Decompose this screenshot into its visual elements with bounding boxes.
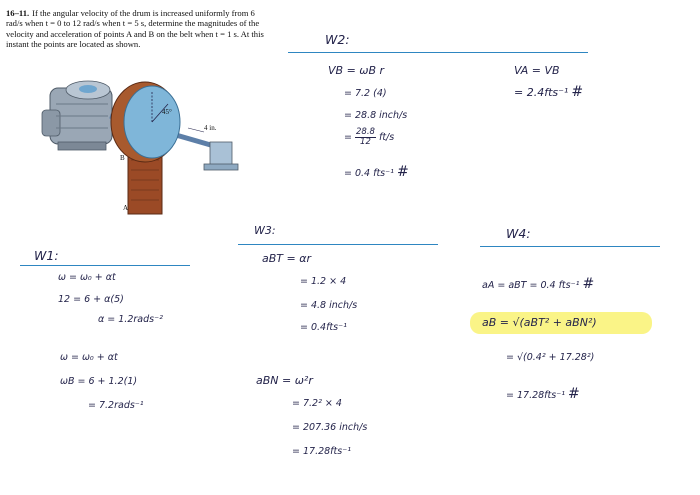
motor-housing [42,81,112,150]
w2-vb-line-3: = 28.8 inch/s [344,110,408,121]
w3-abn-line-4: = 17.28fts⁻¹ [292,446,352,457]
radius-label: 4 in. [204,124,217,132]
w1-line-1: ω = ω₀ + αt [58,272,116,283]
w3-abt-line-4: = 0.4fts⁻¹ [300,322,347,333]
w1-line-4: ω = ω₀ + αt [60,352,118,363]
w4-rule [480,246,660,247]
problem-number: 16–11. [6,8,30,18]
w3-abn-line-1: aBN = ω²r [256,374,313,387]
w2-vb-line-1: VB = ωB r [328,64,385,77]
point-b-label: B [120,154,125,162]
w3-heading: W3: [254,224,276,237]
w1-rule [20,265,190,266]
w1-line-5: ωB = 6 + 1.2(1) [60,376,138,387]
w2-vb-line-4: = $\frac{28.8}{12}$ ft/s [344,127,395,147]
drum [111,82,180,162]
angle-label: 45° [162,108,172,116]
w4-line-1: aA = aBT = 0.4 fts⁻¹ # [482,276,595,292]
problem-text: If the angular velocity of the drum is increased uniformly from 6 rad/s when t = 0 to 12 rad/s when t = 5 s, determine the magnitudes of the velocity and acceleration of points A and B on the belt when t = 1 s. At this instant the points are located as shown. [6,8,264,50]
w4-line-3: = √(0.4² + 17.28²) [506,352,595,363]
w4-heading: W4: [506,226,531,241]
w4-line-2: aB = √(aBT² + aBN²) [482,316,597,329]
w1-line-6: = 7.2rads⁻¹ [88,400,144,411]
w3-abn-line-2: = 7.2² × 4 [292,398,342,409]
w3-abt-line-1: aBT = αr [262,252,311,265]
point-a-label: A [123,204,129,212]
w2-vb-line-5: = 0.4 fts⁻¹ # [344,164,409,180]
w4-line-4: = 17.28fts⁻¹ # [506,386,580,402]
drum-motor-figure [28,70,258,220]
w2-vb-line-2: = 7.2 (4) [344,88,387,99]
w2-heading: W2: [325,32,350,47]
w1-line-2: 12 = 6 + α(5) [58,294,124,305]
w3-abt-line-3: = 4.8 inch/s [300,300,358,311]
w1-line-3: α = 1.2rads⁻² [98,314,163,325]
w3-abt-line-2: = 1.2 × 4 [300,276,347,287]
w3-rule [238,244,438,245]
w3-abn-line-3: = 207.36 inch/s [292,422,368,433]
w2-va-line-1: VA = VB [514,64,560,77]
w2-va-line-2: = 2.4fts⁻¹ # [514,84,584,100]
w1-heading: W1: [34,248,59,263]
w2-rule [288,52,588,53]
w2-fraction: $\frac{28.8}{12}$ [356,127,375,147]
problem-statement [6,8,264,50]
